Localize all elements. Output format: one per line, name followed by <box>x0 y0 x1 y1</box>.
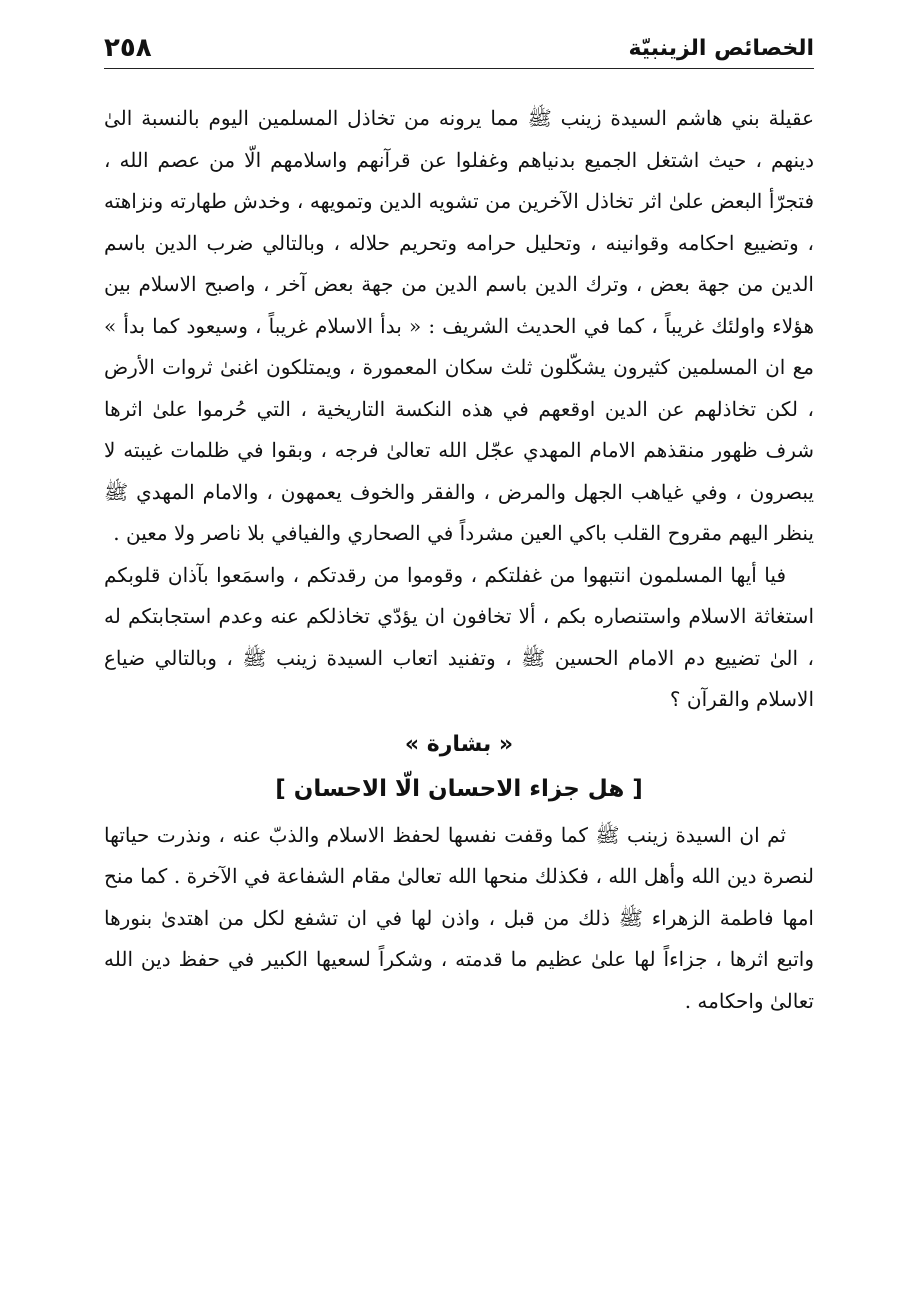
body-paragraph: ثم ان السيدة زينب ﷺ كما وقفت نفسها لحفظ الاسلام والذبّ عنه ، ونذرت حياتها لنصرة دين الله وأهل الله ، فكذلك منحها الله تعالىٰ مقام الشفاعة في الآخرة . كما منح امها فاطمة الزهراء ﷺ ذلك من قبل ، واذن لها في ان تشفع لكل من اهتدىٰ بنورها واتبع اثرها ، جزاءاً لها علىٰ عظيم ما قدمته ، وشكراً لسعيها الكبير في حفظ دين الله تعالىٰ واحكامه . <box>104 822 814 1013</box>
page-number: ٢٥٨ <box>104 33 152 63</box>
section-subtitle: [ هل جزاء الاحسان الّا الاحسان ] <box>275 775 643 802</box>
page-header <box>104 30 814 66</box>
page-body <box>104 98 814 1022</box>
header-divider <box>104 68 814 69</box>
body-paragraph: فيا أيها المسلمون انتبهوا من غفلتكم ، وقوموا من رقدتكم ، واسمَعوا بآذان قلوبكم استغاثة الاسلام واستنصاره بكم ، ألا تخافون ان يؤدّي تخاذلكم عنه وعدم استجابتكم له ، الىٰ تضييع دم الامام الحسين ﷺ ، وتفنيد اتعاب السيدة زينب ﷺ ، وبالتالي ضياع الاسلام والقرآن ؟ <box>104 562 814 711</box>
running-title: الخصائص الزينبيّة <box>628 35 814 61</box>
section-title: « بشارة » <box>404 731 514 757</box>
body-paragraph: عقيلة بني هاشم السيدة زينب ﷺ مما يرونه من تخاذل المسلمين اليوم بالنسبة الىٰ دينهم ، حيث اشتغل الجميع بدنياهم وغفلوا عن قرآنهم واسلامهم الّا من عصم الله ، فتجرّأ البعض علىٰ اثر تخاذل الآخرين من تشويه الدين وتمويهه ، وخدش طهارته ونزاهته ، وتضييع احكامه وقوانينه ، وتحليل حرامه وتحريم حلاله ، وبالتالي ضرب الدين باسم الدين من جهة بعض ، وترك الدين باسم الدين من جهة بعض آخر ، واصبح الاسلام بين هؤلاء واولئك غريباً ، كما في الحديث الشريف : « بدأ الاسلام غريباً ، وسيعود كما بدأ » مع ان المسلمين كثيرون يشكّلون ثلث سكان المعمورة ، ويمتلكون اغنىٰ ثروات الأرض ، لكن تخاذلهم عن الدين اوقعهم في هذه النكسة التاريخية ، التي حُرموا علىٰ اثرها شرف ظهور منقذهم الامام المهدي عجّل الله تعالىٰ فرجه ، وبقوا في ظلمات غيبته لا يبصرون ، وفي غياهب الجهل والمرض ، والفقر والخوف يعمهون ، والامام المهدي ﷺ ينظر اليهم مقروح القلب باكي العين مشرداً في الصحاري والفيافي بلا ناصر ولا معين . <box>104 106 815 545</box>
